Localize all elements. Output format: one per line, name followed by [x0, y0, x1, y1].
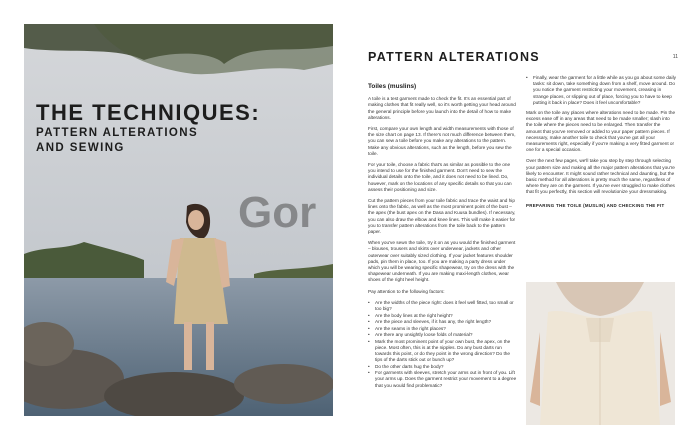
paragraph: First, compare your own length and width measurements with those of the size chart on page 13. If there's not much difference between them, you can sew a toile before you make any alterations to the pattern. Make any obvious alterations, such as the length, before you sew the toile. — [368, 126, 516, 156]
list-item: • Are the widths of the piece right: does it feel well fitted, too small or too big? — [368, 300, 518, 312]
chapter-title-line3: AND SEWING — [36, 142, 125, 154]
page-number: 11 — [672, 54, 678, 60]
toile-photo — [526, 282, 675, 425]
paragraph: For your toile, choose a fabric that's as similar as possible to the one you intend to use for the finished garment. Don't need to sew the individual details onto the toile, and it does not need to be lined. Do, however, mark on the locations of any specific details so that you can assess their positioning and size. — [368, 162, 512, 192]
list-item: • Are the body lines at the right height? — [368, 313, 518, 319]
list-item: • For garments with sleeves, stretch your arms out in front of you. Lift your arms up. Does the garment restrict your movement to a degree that you would find problematic? — [368, 370, 518, 389]
subheading: Toiles (muslins) — [368, 83, 417, 90]
figure-caption: PREPARING THE TOILE (MUSLIN) AND CHECKING THE FIT — [526, 202, 665, 208]
paragraph: Cut the pattern pieces from your toile fabric and trace the waist and hip lines onto the fabric, as well as the most prominent point of the bust – the apex (the bust apex on the Dasa and Kuusa bundles). If necessary, you can also draw the elbow and knee lines. This will make it easier for you to transfer pattern alterations from the toile back to the pattern paper. — [368, 198, 516, 235]
chapter-title-line1: THE TECHNIQUES: — [36, 100, 261, 125]
list-item: • Mark the most prominent point of your own bust, the apex, on the piece. Most often, this is at the nipples. Do any bust darts run towards this point, or do they point in the wrong direction? Do the tips of the darts stick out or bunch up? — [368, 339, 518, 364]
text-column-right — [526, 75, 676, 209]
section-title: PATTERN ALTERATIONS — [368, 50, 540, 64]
list-item: • Are the seams in the right places? — [368, 326, 518, 332]
right-page — [366, 24, 684, 424]
chapter-title-line2: PATTERN ALTERATIONS — [36, 127, 199, 139]
paragraph: Mark on the toile any places where alterations need to be made. Pin the excess ease off in any areas that need to be made smaller; slash into the toile where the pieces need to be enlarged. Then transfer the amount that you've removed or added to your paper pattern pieces. If necessary, make another toile to check that you've got all your measurements right, especially if you're making a very fitted garment or one for a special occasion. — [526, 110, 676, 153]
list-item: • Do the other darts hug the body? — [368, 364, 518, 370]
watermark: Gor — [238, 188, 317, 237]
chapter-title — [36, 100, 326, 156]
list-item: • Finally, wear the garment for a little while as you go about some daily tasks: sit down, take something down from a shelf, move around. Do you notice the garment restricting your movement, creasing in strange places, or slipping out of place, forcing you to have to keep putting it back in place? Does it feel uncomfortable? — [526, 75, 676, 106]
paragraph: Over the next few pages, we'll take you step by step through selecting your pattern size and making all the major pattern alterations that you're likely to encounter. It might sound rather technical and daunting, but the basic method for all alterations is pretty much the same, regardless of where they are on the garment. If you've ever struggled to make clothes that fit you perfectly, this section will revolutionize your dressmaking. — [526, 158, 675, 195]
text-column-left — [368, 84, 518, 393]
list-item: • Are the piece and sleeves, if it has any, the right length? — [368, 319, 518, 325]
paragraph: A toile is a test garment made to check the fit. It's an essential part of making clothes that fit really well, so it's worth getting your head around the general principle before you launch into the detail of how to make alterations. — [368, 96, 516, 120]
checklist-continued — [526, 75, 676, 106]
paragraph: Pay attention to the following factors: — [368, 288, 445, 294]
checklist — [368, 300, 518, 389]
list-item: • Are there any unsightly loose folds of material? — [368, 332, 518, 338]
paragraph: When you've sewn the toile, try it on as you would the finished garment – blouses, trousers and skirts over underwear, jackets and other outerwear over suitably sized clothing. If your jacket features shoulder pads, pin them in place, too. If you are making a party dress under which you will be wearing specific shapewear, try on the dress with the shapewear underneath. If you are making maxi-length clothes, wear shoes of the right heel height. — [368, 240, 516, 283]
